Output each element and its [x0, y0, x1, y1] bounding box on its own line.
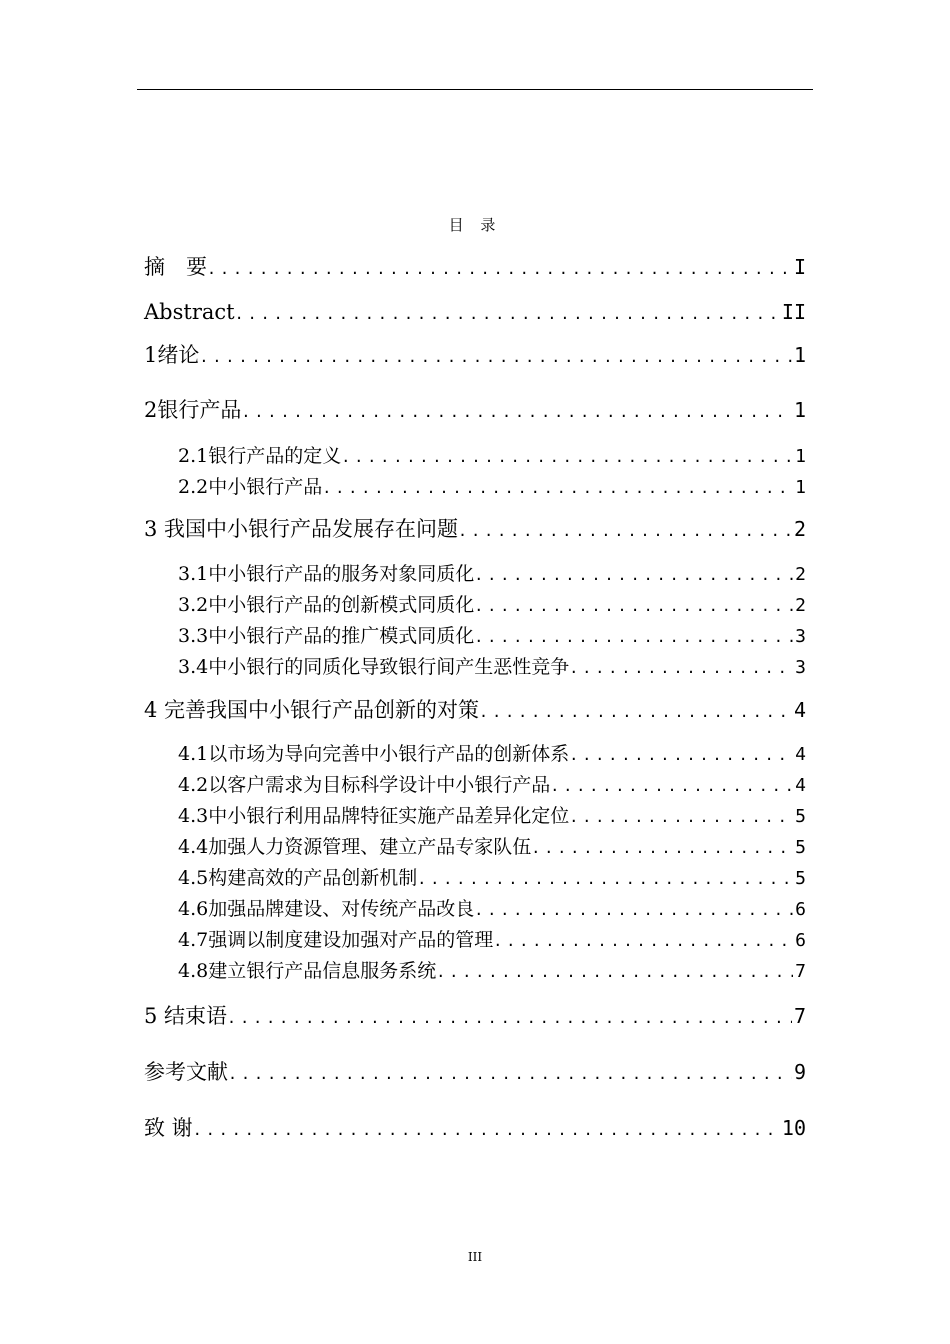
dot-leader — [569, 810, 793, 825]
page-number: III — [467, 1250, 483, 1264]
toc-entry-label: 3.1中小银行产品的服务对象同质化 — [178, 563, 475, 585]
toc-entry-label: 1绪论 — [144, 343, 200, 367]
toc-entry-label: 4.4加强人力资源管理、建立产品专家队伍 — [178, 836, 532, 858]
dot-leader — [322, 481, 793, 496]
toc-entry-page: 1 — [793, 398, 806, 422]
dot-leader — [436, 965, 793, 980]
toc-entry-page: 2 — [795, 564, 806, 585]
toc-entry-4-2[interactable] — [178, 776, 806, 795]
toc-entry-4-7[interactable] — [178, 931, 806, 950]
toc-entry-label: 2银行产品 — [144, 398, 242, 422]
toc-entry-page: 4 — [795, 744, 806, 765]
dot-leader — [474, 568, 793, 583]
toc-entry-label: 4.3中小银行利用品牌特征实施产品差异化定位 — [178, 805, 570, 827]
toc-entry-label: 3 我国中小银行产品发展存在问题 — [144, 517, 459, 541]
toc-entry-acknowledgements[interactable] — [144, 1118, 806, 1139]
toc-entry-page: 9 — [793, 1060, 806, 1084]
dot-leader — [207, 262, 792, 277]
toc-entry-4-4[interactable] — [178, 838, 806, 857]
toc-entry-label: 参考文献 — [144, 1060, 228, 1084]
toc-entry-4-6[interactable] — [178, 900, 806, 919]
toc-entry-ch5[interactable] — [144, 1006, 806, 1027]
toc-entry-page: 3 — [795, 657, 806, 678]
toc-entry-page: 6 — [795, 930, 806, 951]
toc-entry-2-2[interactable] — [178, 478, 806, 497]
toc-entry-label: 4.5构建高效的产品创新机制 — [178, 867, 418, 889]
toc-entry-page: 7 — [795, 961, 806, 982]
toc-entry-references[interactable] — [144, 1062, 806, 1083]
toc-entry-page: 2 — [795, 595, 806, 616]
toc-entry-3-2[interactable] — [178, 596, 806, 615]
toc-entry-4-3[interactable] — [178, 807, 806, 826]
toc-entry-4-5[interactable] — [178, 869, 806, 888]
toc-entry-ch2[interactable] — [144, 400, 806, 421]
toc-entry-label: 致 谢 — [144, 1116, 193, 1140]
toc-entry-label: 3.2中小银行产品的创新模式同质化 — [178, 594, 475, 616]
dot-leader — [531, 841, 793, 856]
toc-entry-page: I — [793, 255, 806, 279]
toc-entry-abstract-en[interactable] — [144, 302, 806, 323]
toc-entry-label: 5 结束语 — [144, 1004, 228, 1028]
toc-entry-label: 2.2中小银行产品 — [178, 476, 323, 498]
dot-leader — [235, 307, 780, 322]
dot-leader — [474, 599, 793, 614]
toc-entry-2-1[interactable] — [178, 447, 806, 466]
toc-entry-3-4[interactable] — [178, 658, 806, 677]
toc-entry-page: 6 — [795, 899, 806, 920]
dot-leader — [241, 405, 792, 420]
toc-entry-4-1[interactable] — [178, 745, 806, 764]
toc-entry-label: 4.2以客户需求为目标科学设计中小银行产品 — [178, 774, 551, 796]
dot-leader — [550, 779, 793, 794]
toc-entry-label: 3.3中小银行产品的推广模式同质化 — [178, 625, 475, 647]
dot-leader — [474, 903, 793, 918]
toc-entry-label: 4 完善我国中小银行产品创新的对策 — [144, 698, 480, 722]
toc-entry-abstract-cn[interactable] — [144, 257, 806, 278]
toc-entry-label: 4.6加强品牌建设、对传统产品改良 — [178, 898, 475, 920]
toc-entry-label: 4.8建立银行产品信息服务系统 — [178, 960, 437, 982]
toc-entry-3-1[interactable] — [178, 565, 806, 584]
toc-title: 目 录 — [448, 216, 502, 234]
toc-entry-page: 3 — [795, 626, 806, 647]
dot-leader — [569, 661, 793, 676]
dot-leader — [199, 350, 792, 365]
dot-leader — [479, 705, 792, 720]
toc-entry-label: 2.1银行产品的定义 — [178, 445, 342, 467]
toc-entry-ch1[interactable] — [144, 345, 806, 366]
dot-leader — [474, 630, 793, 645]
dot-leader — [193, 1123, 780, 1138]
dot-leader — [228, 1067, 792, 1082]
toc-entry-label: 4.7强调以制度建设加强对产品的管理 — [178, 929, 494, 951]
toc-entry-page: 5 — [795, 806, 806, 827]
dot-leader — [227, 1011, 792, 1026]
toc-entry-page: 5 — [795, 837, 806, 858]
dot-leader — [493, 934, 793, 949]
toc-entry-page: 2 — [793, 517, 806, 541]
dot-leader — [569, 748, 793, 763]
toc-entry-page: 1 — [795, 446, 806, 467]
toc-entry-3-3[interactable] — [178, 627, 806, 646]
toc-entry-label: 3.4中小银行的同质化导致银行间产生恶性竞争 — [178, 656, 570, 678]
toc-entry-ch4[interactable] — [144, 700, 806, 721]
toc-entry-page: 1 — [795, 477, 806, 498]
toc-entry-page: 7 — [793, 1004, 806, 1028]
dot-leader — [341, 450, 793, 465]
toc-entry-page: 4 — [793, 698, 806, 722]
toc-entry-page: II — [781, 300, 806, 324]
toc-entry-label: 4.1以市场为导向完善中小银行产品的创新体系 — [178, 743, 570, 765]
toc-entry-label: Abstract — [144, 300, 235, 324]
toc-entry-page: 10 — [781, 1116, 806, 1140]
toc-entry-ch3[interactable] — [144, 519, 806, 540]
dot-leader — [417, 872, 793, 887]
toc-entry-page: 1 — [793, 343, 806, 367]
toc-entry-page: 4 — [795, 775, 806, 796]
toc-entry-4-8[interactable] — [178, 962, 806, 981]
toc-entry-page: 5 — [795, 868, 806, 889]
toc-entry-label: 摘 要 — [144, 255, 207, 279]
dot-leader — [458, 524, 792, 539]
